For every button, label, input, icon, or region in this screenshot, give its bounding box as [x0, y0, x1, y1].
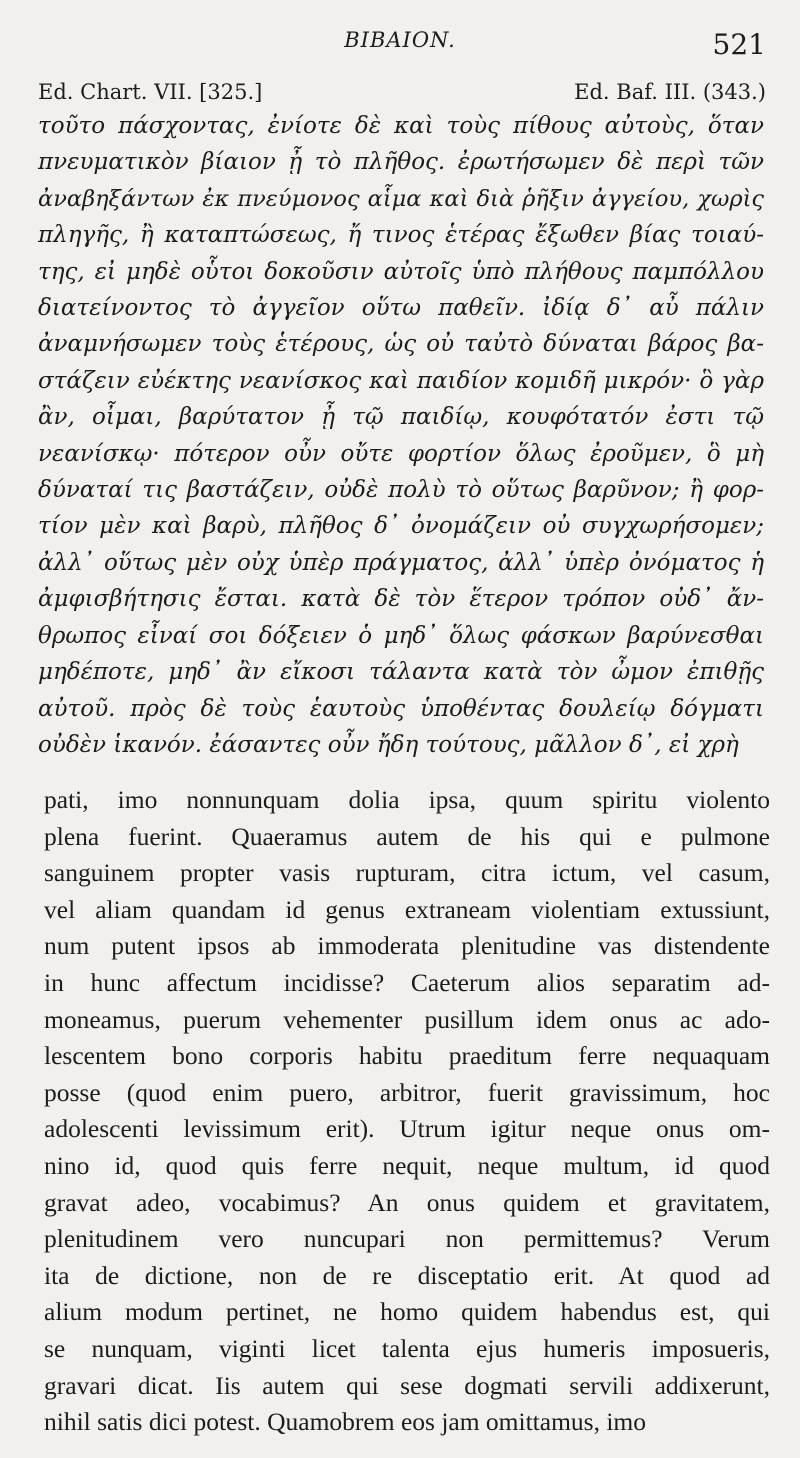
running-title: BIBAION.	[344, 28, 456, 52]
greek-text-line: ἀναβηξάντων ἐκ πνεύμονος αἷμα καὶ διὰ ῥῆξιν ἀγγείου, χωρὶς	[38, 185, 764, 212]
latin-text-line: gravari dicat. Iis autem qui sese dogmati servili addixerunt,	[44, 1370, 770, 1400]
greek-text-line: ἀναμνήσωμεν τοὺς ἑτέρους, ὡς οὐ ταὐτὸ δύναται βάρος βα-	[38, 331, 764, 358]
latin-text-line: ita de dictione, non de re disceptatio erit. At quod ad	[44, 1260, 770, 1290]
greek-text-line: ἀμφισβήτησις ἔσται. κατὰ δὲ τὸν ἕτερον τρόπον οὐδ᾽ ἄν-	[38, 586, 764, 613]
greek-text-line: θρωπος εἶναί σοι δόξειεν ὁ μηδ᾽ ὅλως φάσκων βαρύνεσθαι	[38, 622, 764, 649]
page-number: 521	[712, 28, 766, 61]
latin-text-line: se nunquam, viginti licet talenta ejus humeris imposueris,	[44, 1333, 770, 1363]
latin-text-line: lescentem bono corporis habitu praeditum ferre nequaquam	[44, 1041, 770, 1071]
greek-text-line: στάζειν εὐέκτης νεανίσκος καὶ παιδίον κομιδῆ μικρόν· ὃ γὰρ	[38, 367, 764, 394]
greek-text-line: πνευματικὸν βίαιον ᾖ τὸ πλῆθος. ἐρωτήσωμεν δὲ περὶ τῶν	[38, 149, 764, 176]
latin-text-line: nihil satis dici potest. Quamobrem eos jam omittamus, imo	[44, 1407, 647, 1437]
edition-reference-right: Ed. Baf. III. (343.)	[574, 80, 766, 104]
latin-text-line: pati, imo nonnunquam dolia ipsa, quum spiritu violento	[44, 785, 770, 814]
greek-text-line: της, εἰ μηδὲ οὗτοι δοκοῦσιν αὐτοῖς ὑπὸ πλήθους παμπόλλου	[38, 258, 764, 285]
latin-text-line: posse (quod enim puero, arbitror, fuerit gravissimum, hoc	[44, 1077, 770, 1107]
greek-text-block	[38, 108, 764, 763]
edition-reference-left: Ed. Chart. VII. [325.]	[38, 80, 263, 104]
latin-text-line: gravat adeo, vocabimus? An onus quidem et gravitatem,	[44, 1187, 770, 1217]
greek-text-line: ἂν, οἶμαι, βαρύτατον ᾖ τῷ παιδίῳ, κουφότατόν ἐστι τῷ	[38, 404, 764, 431]
latin-text-line: plenitudinem vero nuncupari non permittemus? Verum	[44, 1224, 770, 1254]
latin-text-line: plena fuerint. Quaeramus autem de his qui e pulmone	[44, 821, 770, 851]
latin-text-line: num putent ipsos ab immoderata plenitudine vas distendente	[44, 931, 770, 961]
greek-text-line: διατείνοντος τὸ ἀγγεῖον οὕτω παθεῖν. ἰδίᾳ δ᾽ αὖ πάλιν	[38, 295, 764, 322]
latin-text-line: adolescenti levissimum erit). Utrum igitur neque onus om-	[44, 1114, 770, 1144]
latin-text-line: nino id, quod quis ferre nequit, neque multum, id quod	[44, 1150, 770, 1180]
greek-text-line: τοῦτο πάσχοντας, ἐνίοτε δὲ καὶ τοὺς πίθους αὐτοὺς, ὅταν	[38, 113, 764, 139]
greek-text-line: ἀλλ᾽ οὕτως μὲν οὐχ ὑπὲρ πράγματος, ἀλλ᾽ ὑπὲρ ὀνόματος ἡ	[38, 549, 764, 576]
greek-text-line: πληγῆς, ἢ καταπτώσεως, ἤ τινος ἑτέρας ἔξωθεν βίας τοιαύ-	[38, 222, 764, 249]
latin-text-line: moneamus, puerum vehementer pusillum idem onus ac ado-	[44, 1004, 770, 1034]
latin-text-line: in hunc affectum incidisse? Caeterum alios separatim ad-	[44, 967, 770, 997]
greek-text-line: αὐτοῦ. πρὸς δὲ τοὺς ἑαυτοὺς ὑποθέντας δουλείῳ δόγματι	[38, 695, 764, 722]
latin-text-line: alium modum pertinet, ne homo quidem habendus est, qui	[44, 1297, 770, 1327]
latin-text-line: vel aliam quandam id genus extraneam violentiam extussiunt,	[44, 894, 770, 924]
latin-text-line: sanguinem propter vasis rupturam, citra ictum, vel casum,	[44, 858, 770, 888]
latin-text-block	[44, 782, 770, 1441]
greek-text-line: μηδέποτε, μηδ᾽ ἂν εἴκοσι τάλαντα κατὰ τὸν ὦμον ἐπιθῇς	[38, 659, 764, 686]
greek-text-line: τίον μὲν καὶ βαρὺ, πλῆθος δ᾽ ὀνομάζειν οὐ συγχωρήσομεν;	[38, 513, 764, 540]
greek-text-line: οὐδὲν ἱκανόν. ἐάσαντες οὖν ἤδη τούτους, μᾶλλον δ᾽, εἰ χρὴ	[38, 731, 739, 758]
greek-text-line: δύναταί τις βαστάζειν, οὐδὲ πολὺ τὸ οὕτως βαρῦνον; ἢ φορ-	[38, 477, 764, 504]
greek-text-line: νεανίσκῳ· πότερον οὖν οὔτε φορτίον ὅλως ἐροῦμεν, ὃ μὴ	[38, 440, 764, 467]
